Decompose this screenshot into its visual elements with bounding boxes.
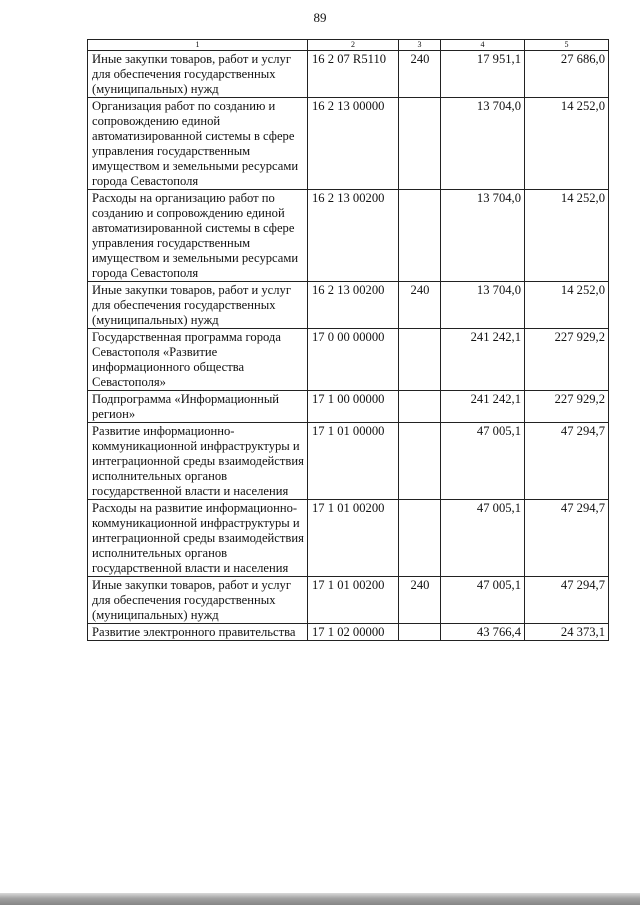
row-sum-2: 14 252,0 — [525, 282, 609, 329]
row-sum-1: 47 005,1 — [441, 500, 525, 577]
row-expense-type — [399, 190, 441, 282]
row-expense-type: 240 — [399, 282, 441, 329]
row-code: 16 2 13 00200 — [308, 282, 399, 329]
header-col-3: 3 — [399, 40, 441, 51]
row-name: Расходы на организацию работ по созданию и сопровождению единой автоматизированной системы в сфере управления государственным имуществом и земельными ресурсами города Севастополя — [88, 190, 308, 282]
budget-table — [87, 39, 609, 641]
row-expense-type — [399, 391, 441, 423]
row-name: Подпрограмма «Информационный регион» — [88, 391, 308, 423]
header-col-4: 4 — [441, 40, 525, 51]
row-name: Государственная программа города Севастополя «Развитие информационного общества Севастополя» — [88, 329, 308, 391]
row-sum-2: 14 252,0 — [525, 190, 609, 282]
header-col-2: 2 — [308, 40, 399, 51]
table-row — [88, 190, 609, 282]
row-sum-1: 47 005,1 — [441, 423, 525, 500]
row-expense-type: 240 — [399, 51, 441, 98]
row-code: 17 0 00 00000 — [308, 329, 399, 391]
row-code: 16 2 13 00000 — [308, 98, 399, 190]
row-sum-2: 227 929,2 — [525, 391, 609, 423]
row-sum-2: 47 294,7 — [525, 577, 609, 624]
table-row — [88, 98, 609, 190]
row-sum-1: 47 005,1 — [441, 577, 525, 624]
row-sum-2: 27 686,0 — [525, 51, 609, 98]
row-code: 17 1 01 00200 — [308, 500, 399, 577]
row-name: Организация работ по созданию и сопровождению единой автоматизированной системы в сфере управления государственным имуществом и земельными ресурсами города Севастополя — [88, 98, 308, 190]
table-row — [88, 51, 609, 98]
row-sum-1: 241 242,1 — [441, 391, 525, 423]
row-code: 17 1 02 00000 — [308, 624, 399, 641]
row-sum-1: 43 766,4 — [441, 624, 525, 641]
row-name: Развитие электронного правительства — [88, 624, 308, 641]
row-expense-type — [399, 98, 441, 190]
row-sum-1: 13 704,0 — [441, 190, 525, 282]
row-expense-type — [399, 624, 441, 641]
row-expense-type — [399, 423, 441, 500]
row-expense-type: 240 — [399, 577, 441, 624]
row-sum-1: 13 704,0 — [441, 282, 525, 329]
row-sum-2: 47 294,7 — [525, 423, 609, 500]
row-code: 17 1 00 00000 — [308, 391, 399, 423]
row-sum-1: 13 704,0 — [441, 98, 525, 190]
row-sum-2: 24 373,1 — [525, 624, 609, 641]
table-row — [88, 423, 609, 500]
table-row — [88, 577, 609, 624]
row-expense-type — [399, 329, 441, 391]
row-name: Иные закупки товаров, работ и услуг для обеспечения государственных (муниципальных) нужд — [88, 282, 308, 329]
row-code: 17 1 01 00200 — [308, 577, 399, 624]
row-name: Расходы на развитие информационно-коммуникационной инфраструктуры и интеграционной среды взаимодействия исполнительных органов государственной власти и населения — [88, 500, 308, 577]
row-code: 16 2 07 R5110 — [308, 51, 399, 98]
row-sum-1: 17 951,1 — [441, 51, 525, 98]
header-col-1: 1 — [88, 40, 308, 51]
row-sum-2: 14 252,0 — [525, 98, 609, 190]
row-code: 17 1 01 00000 — [308, 423, 399, 500]
row-expense-type — [399, 500, 441, 577]
page-number: 89 — [313, 10, 327, 25]
row-name: Иные закупки товаров, работ и услуг для обеспечения государственных (муниципальных) нужд — [88, 577, 308, 624]
scan-edge-strip — [0, 893, 640, 905]
row-sum-1: 241 242,1 — [441, 329, 525, 391]
row-sum-2: 227 929,2 — [525, 329, 609, 391]
table-row — [88, 282, 609, 329]
row-name: Иные закупки товаров, работ и услуг для обеспечения государственных (муниципальных) нужд — [88, 51, 308, 98]
table-row — [88, 329, 609, 391]
table-header-row — [88, 40, 609, 51]
header-col-5: 5 — [525, 40, 609, 51]
row-sum-2: 47 294,7 — [525, 500, 609, 577]
row-name: Развитие информационно-коммуникационной инфраструктуры и интеграционной среды взаимодействия исполнительных органов государственной власти и населения — [88, 423, 308, 500]
table-row — [88, 391, 609, 423]
table-row — [88, 624, 609, 641]
table-row — [88, 500, 609, 577]
row-code: 16 2 13 00200 — [308, 190, 399, 282]
